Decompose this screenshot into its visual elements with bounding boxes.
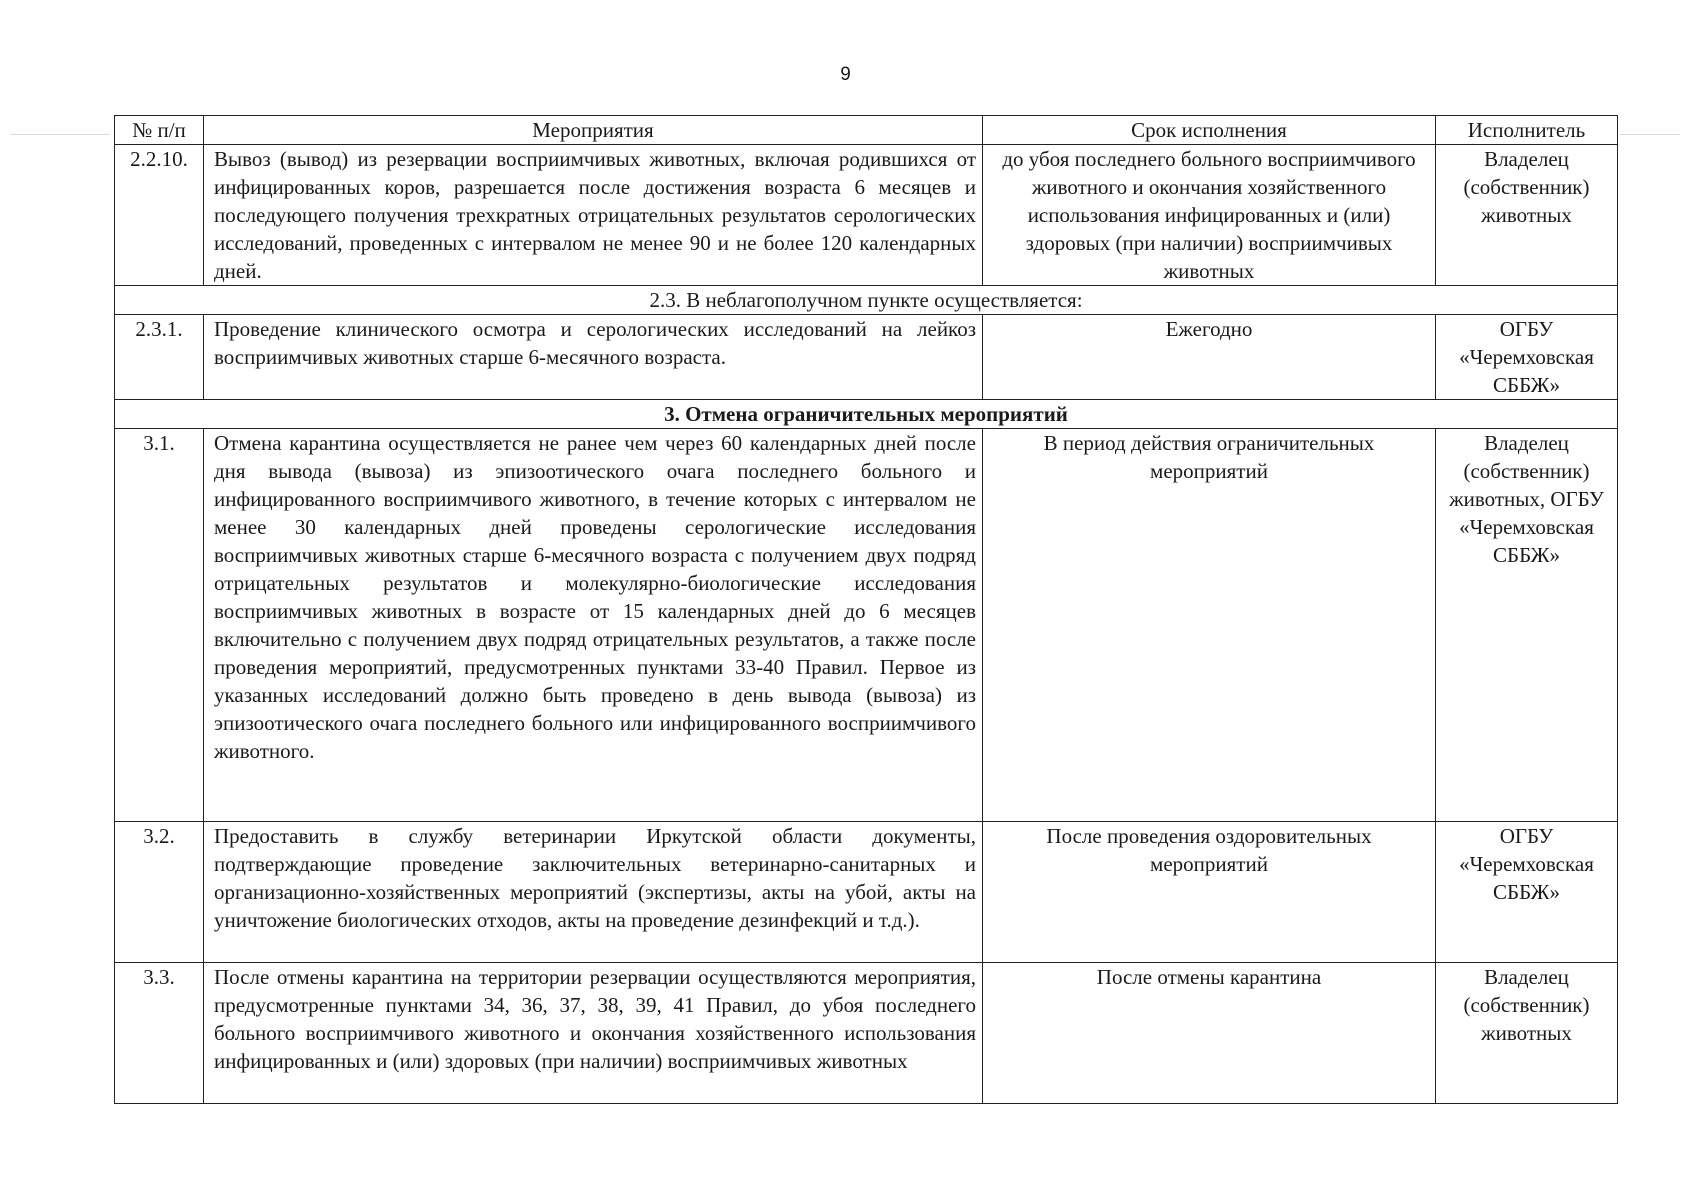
table-header-row <box>115 116 1618 145</box>
header-activity: Мероприятия <box>204 116 983 145</box>
header-term: Срок исполнения <box>983 116 1436 145</box>
section-heading-2-3: 2.3. В неблагополучном пункте осуществляется: <box>115 286 1618 315</box>
row-term: до убоя последнего больного восприимчивого животного и окончания хозяйственного использования инфицированных и (или) здоровых (при наличии) восприимчивых животных <box>983 145 1436 286</box>
row-num: 2.3.1. <box>115 315 204 400</box>
table-row-2-2-10 <box>115 145 1618 286</box>
activities-table <box>114 115 1618 1104</box>
header-executor: Исполнитель <box>1436 116 1618 145</box>
row-term: Ежегодно <box>983 315 1436 400</box>
row-num: 3.3. <box>115 963 204 1104</box>
section-row-3 <box>115 400 1618 429</box>
row-num: 3.1. <box>115 429 204 822</box>
section-heading-3: 3. Отмена ограничительных мероприятий <box>115 400 1618 429</box>
row-executor: Владелец (собственник) животных, ОГБУ «Черемховская СББЖ» <box>1436 429 1618 822</box>
scan-artifact-line-right <box>1620 134 1680 135</box>
scan-artifact-line-left <box>10 134 110 135</box>
table-row-3-1 <box>115 429 1618 822</box>
row-term: В период действия ограничительных мероприятий <box>983 429 1436 822</box>
row-activity: Предоставить в службу ветеринарии Иркутской области документы, подтверждающие проведение заключительных ветеринарно-санитарных и организационно-хозяйственных мероприятий (экспертизы, акты на убой, акты на уничтожение биологических отходов, акты на проведение дезинфекций и т.д.). <box>204 822 983 963</box>
section-row-2-3 <box>115 286 1618 315</box>
header-num: № п/п <box>115 116 204 145</box>
row-activity: После отмены карантина на территории резервации осуществляются мероприятия, предусмотренные пунктами 34, 36, 37, 38, 39, 41 Правил, до убоя последнего больного восприимчивого животного и окончания хозяйственного использования инфицированных и (или) здоровых (при наличии) восприимчивых животных <box>204 963 983 1104</box>
row-num: 3.2. <box>115 822 204 963</box>
row-executor: Владелец (собственник) животных <box>1436 963 1618 1104</box>
row-executor: ОГБУ «Черемховская СББЖ» <box>1436 822 1618 963</box>
table-row-2-3-1 <box>115 315 1618 400</box>
row-activity: Вывоз (вывод) из резервации восприимчивых животных, включая родившихся от инфицированных коров, разрешается после достижения возраста 6 месяцев и последующего получения трехкратных отрицательных результатов серологических исследований, проведенных с интервалом не менее 90 и не более 120 календарных дней. <box>204 145 983 286</box>
page-number: 9 <box>840 64 851 85</box>
row-term: После отмены карантина <box>983 963 1436 1104</box>
row-activity: Отмена карантина осуществляется не ранее чем через 60 календарных дней после дня вывода (вывоза) из эпизоотического очага последнего больного и инфицированного восприимчивого животного, в течение которых с интервалом не менее 30 календарных дней проведены серологические исследования восприимчивых животных старше 6-месячного возраста с получением двух подряд отрицательных результатов и молекулярно-биологические исследования восприимчивых животных в возрасте от 15 календарных дней до 6 месяцев включительно с получением двух подряд отрицательных результатов, а также после проведения мероприятий, предусмотренных пунктами 33-40 Правил. Первое из указанных исследований должно быть проведено в день вывода (вывоза) из эпизоотического очага последнего больного или инфицированного восприимчивого животного. <box>204 429 983 822</box>
row-executor: Владелец (собственник) животных <box>1436 145 1618 286</box>
row-executor: ОГБУ «Черемховская СББЖ» <box>1436 315 1618 400</box>
table-row-3-3 <box>115 963 1618 1104</box>
row-activity: Проведение клинического осмотра и серологических исследований на лейкоз восприимчивых животных старше 6-месячного возраста. <box>204 315 983 400</box>
row-term: После проведения оздоровительных мероприятий <box>983 822 1436 963</box>
row-num: 2.2.10. <box>115 145 204 286</box>
table-row-3-2 <box>115 822 1618 963</box>
